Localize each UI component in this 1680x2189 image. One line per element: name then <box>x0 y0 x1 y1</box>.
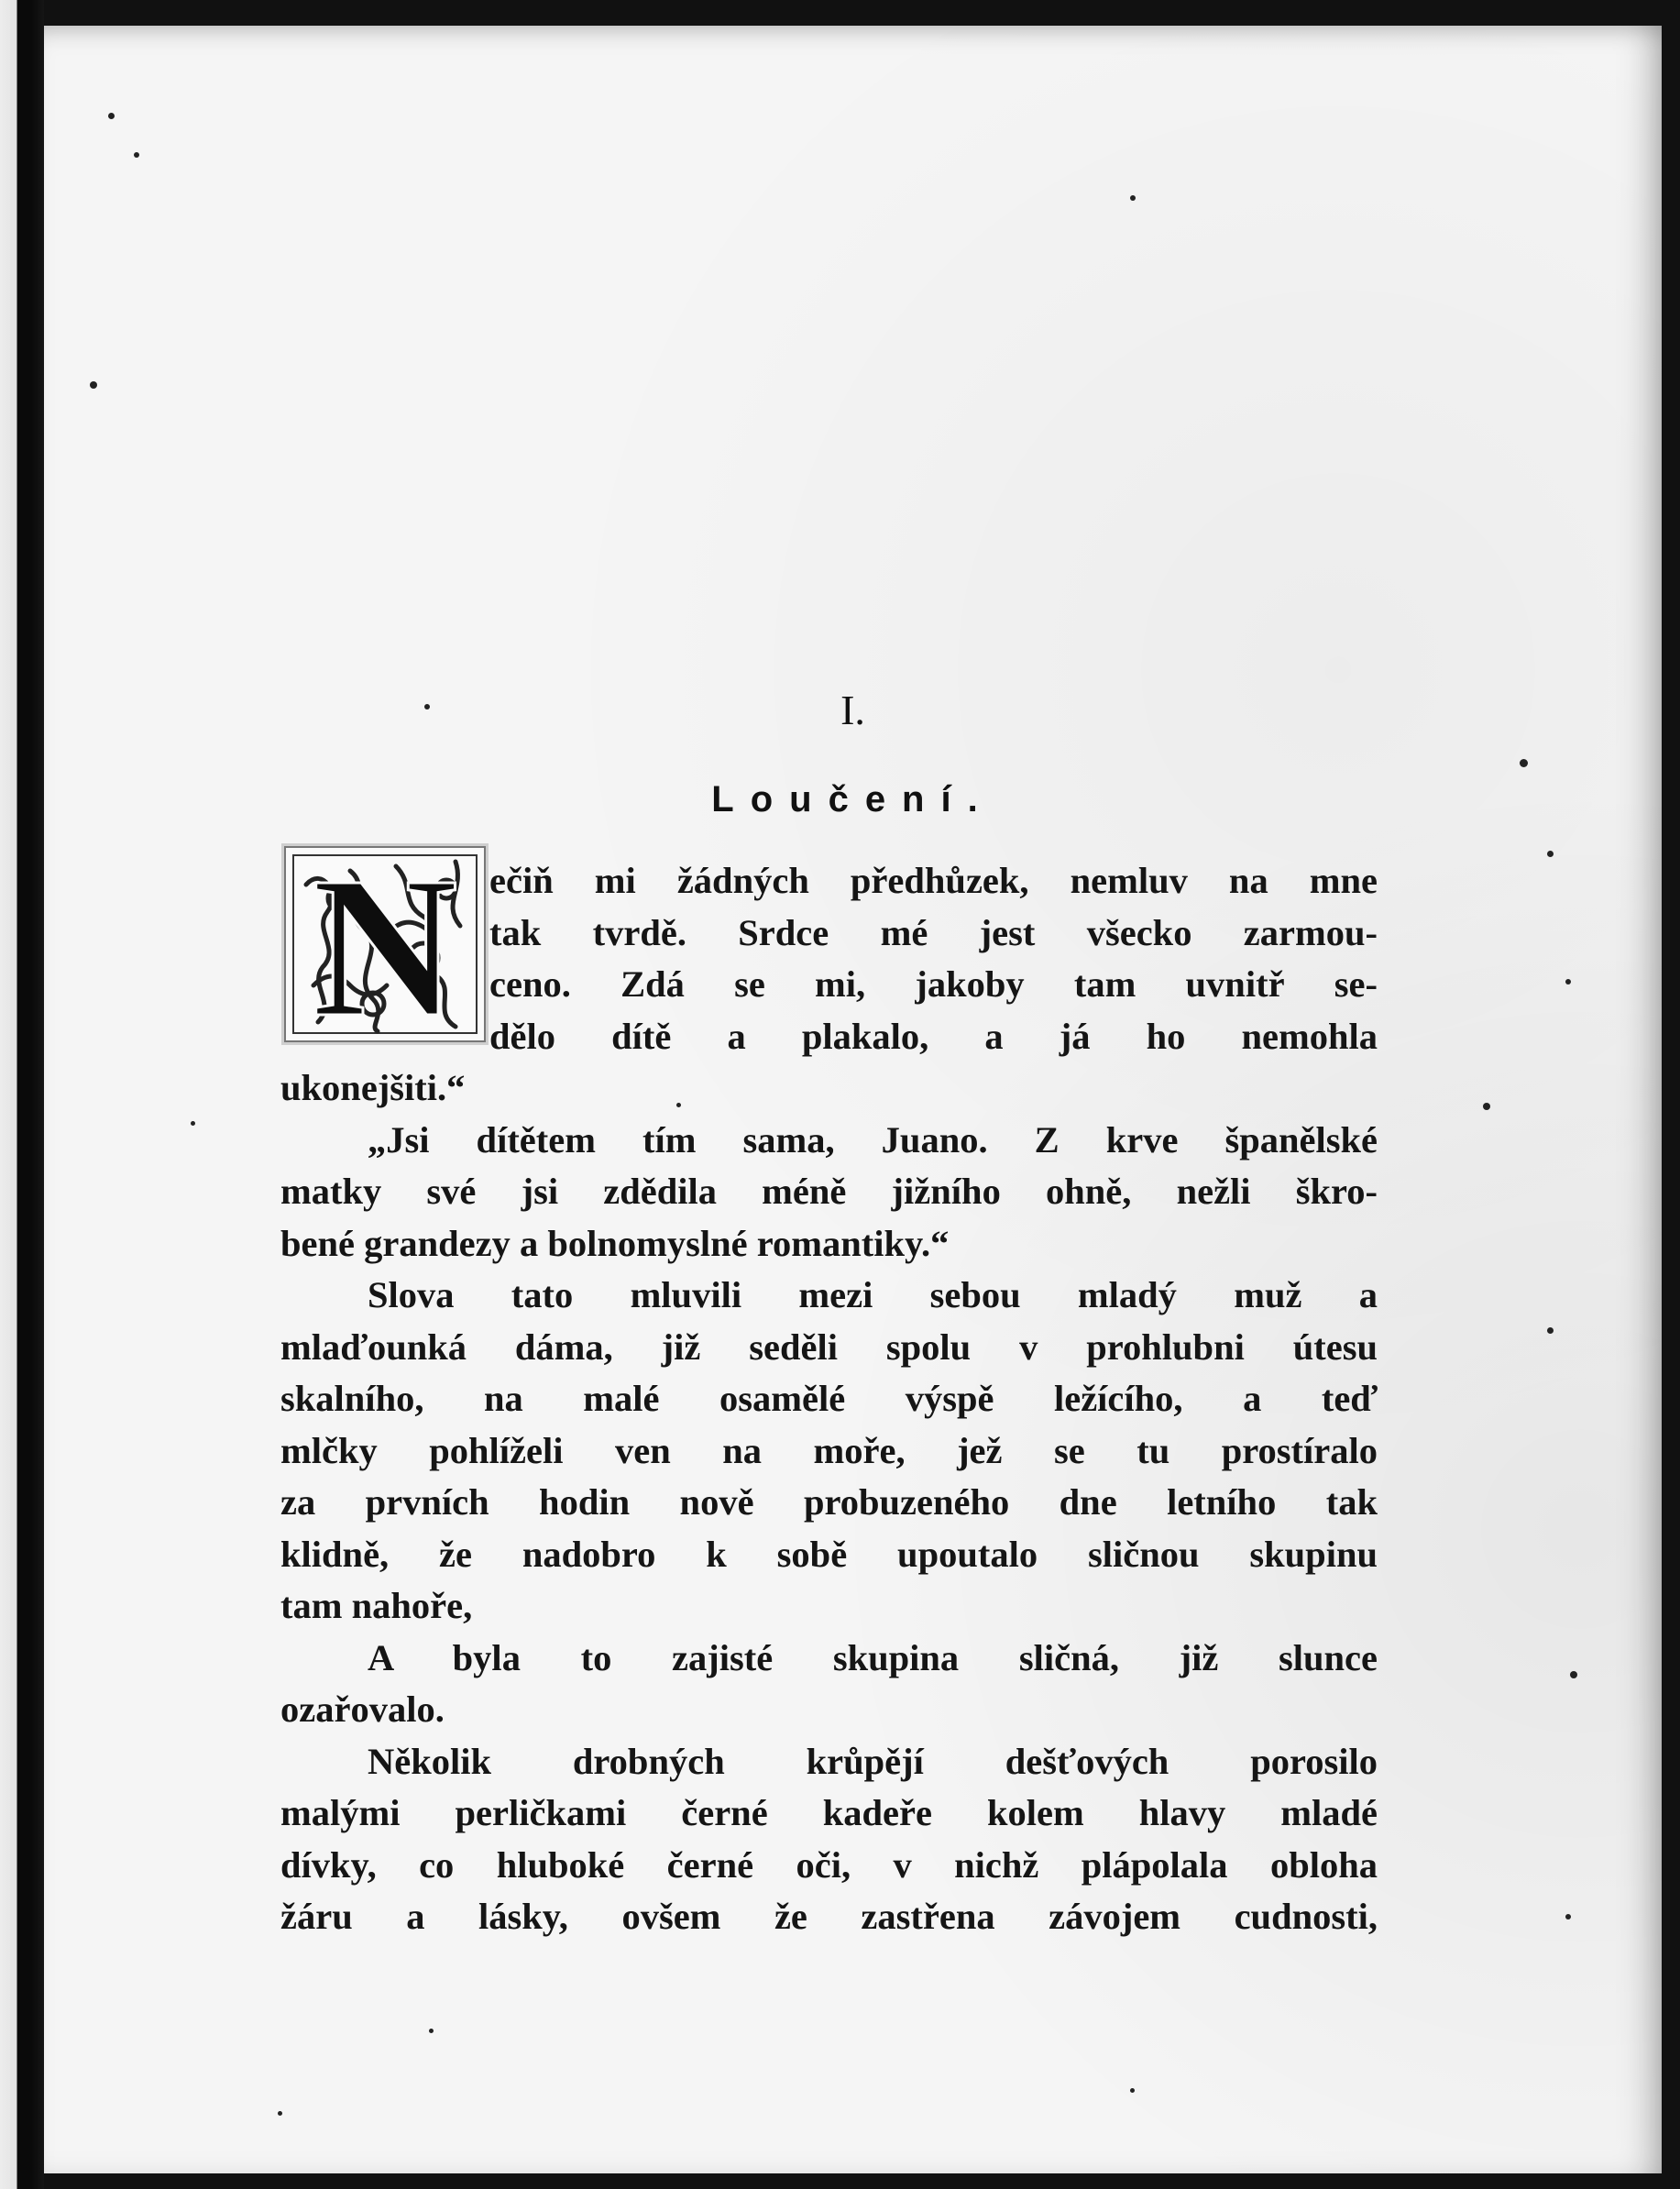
scan-speck <box>191 1121 195 1126</box>
scan-speck <box>90 381 97 389</box>
paragraph <box>280 1633 1378 1736</box>
paragraph <box>280 1736 1378 1943</box>
scan-speck <box>134 152 139 158</box>
text-line: tam nahoře, <box>280 1585 473 1626</box>
text-line: ozařovalo. <box>280 1688 445 1730</box>
scan-speck <box>108 113 115 119</box>
text-line: za prvních hodin nově probuzeného dne letního tak <box>280 1481 1378 1523</box>
text-line: tak tvrdě. Srdce mé jest všecko zarmou- <box>489 911 1378 953</box>
scan-speck <box>1565 979 1571 984</box>
paragraph <box>280 1270 1378 1633</box>
chapter-number: I. <box>840 687 865 733</box>
scan-speck <box>1520 759 1528 767</box>
scan-speck <box>1130 195 1136 201</box>
text-line: bené grandezy a bolnomyslné romantiky.“ <box>280 1222 950 1264</box>
text-line: skalního, na malé osamělé výspě ležícího, a teď <box>280 1378 1378 1419</box>
text-line: ečiň mi žádných předhůzek, nemluv na mne <box>489 860 1378 901</box>
drop-cap-letter: N <box>312 848 458 1040</box>
book-page <box>44 26 1662 2173</box>
body-text <box>280 855 1378 1943</box>
text-line: žáru a lásky, ovšem že zastřena závojem cudnosti, <box>280 1896 1378 1937</box>
text-line: ceno. Zdá se mi, jakoby tam uvnitř se- <box>489 963 1378 1005</box>
text-line: matky své jsi zdědila méně jižního ohně, nežli škro- <box>280 1171 1378 1212</box>
text-line: ukonejšiti.“ <box>280 1067 466 1108</box>
text-line: Slova tato mluvili mezi sebou mladý muž a <box>368 1274 1378 1315</box>
scan-speck <box>429 2029 434 2033</box>
text-line: A byla to zajisté skupina sličná, již slunce <box>368 1636 1378 1678</box>
scan-speck <box>278 2111 282 2116</box>
book-spine-edge <box>0 0 44 2189</box>
scan-speck <box>1547 1327 1554 1334</box>
text-line: mlčky pohlíželi ven na moře, jež se tu prostíralo <box>280 1429 1378 1471</box>
scan-speck <box>1547 851 1554 857</box>
chapter-title: Loučení. <box>711 779 994 820</box>
text-line: Několik drobných krůpějí dešťových porosilo <box>368 1740 1378 1782</box>
paragraph <box>280 1115 1378 1270</box>
text-line: dívky, co hluboké černé oči, v nichž plápolala obloha <box>280 1843 1378 1886</box>
text-line: „Jsi dítětem tím sama, Juano. Z krve španělské <box>368 1118 1378 1160</box>
scan-speck <box>1130 2088 1135 2093</box>
text-line: dělo dítě a plakalo, a já ho nemohla <box>489 1015 1378 1057</box>
scan-speck <box>1570 1671 1577 1678</box>
scan-speck <box>1565 1914 1571 1920</box>
scan-speck <box>1483 1103 1490 1110</box>
text-line: klidně, že nadobro k sobě upoutalo sličnou skupinu <box>280 1533 1378 1575</box>
text-line: mlaďounká dáma, již seděli spolu v prohlubni útesu <box>280 1326 1378 1368</box>
paragraph <box>280 855 1378 1115</box>
text-line: malými perličkami černé kadeře kolem hlavy mladé <box>280 1792 1378 1833</box>
